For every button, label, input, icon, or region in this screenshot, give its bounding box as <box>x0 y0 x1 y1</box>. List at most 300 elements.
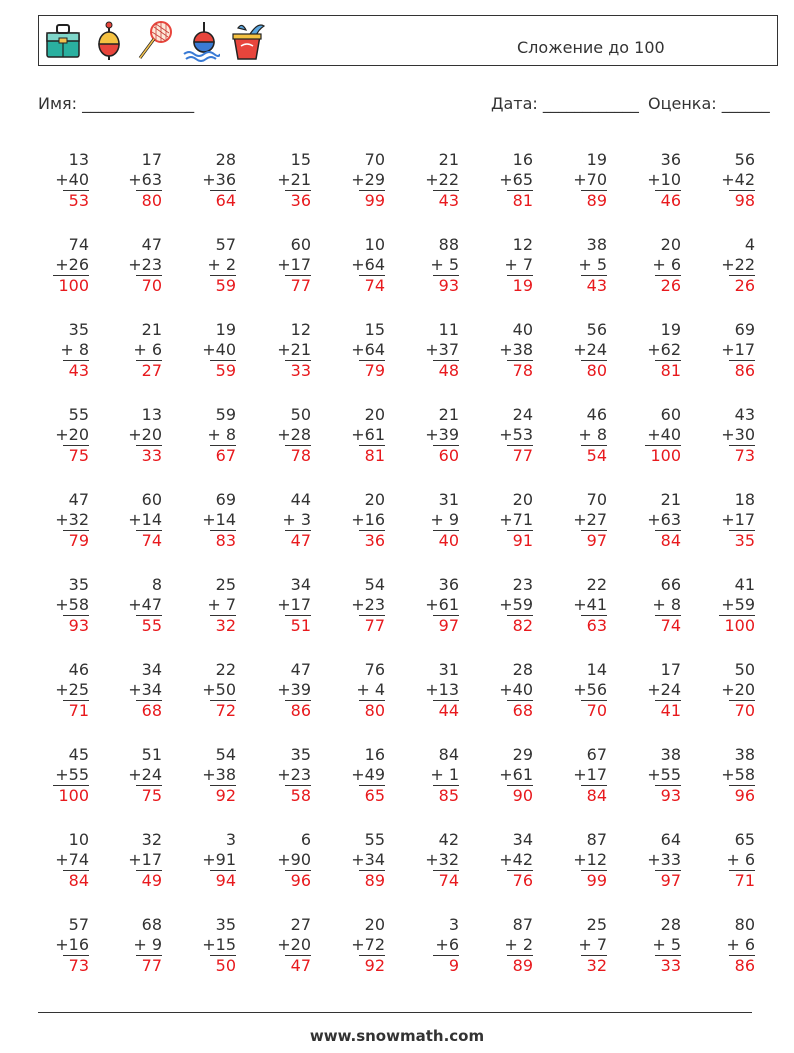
answer: 35 <box>729 530 755 551</box>
first-addend: 20 <box>512 490 533 509</box>
answer: 73 <box>729 445 755 466</box>
answer: 100 <box>719 615 755 636</box>
answer: 48 <box>433 360 459 381</box>
second-addend: +53 <box>499 425 533 444</box>
first-addend: 35 <box>68 320 89 339</box>
first-addend: 27 <box>290 915 311 934</box>
first-addend: 56 <box>734 150 755 169</box>
answer: 89 <box>581 190 607 211</box>
first-addend: 25 <box>215 575 236 594</box>
answer: 100 <box>53 785 89 806</box>
first-addend: 21 <box>141 320 162 339</box>
second-addend: + 8 <box>652 595 681 614</box>
second-addend: + 6 <box>133 340 162 359</box>
first-addend: 43 <box>734 405 755 424</box>
addition-problem <box>629 915 681 976</box>
header-icons <box>44 20 266 62</box>
addition-problem <box>37 745 89 806</box>
answer: 36 <box>359 530 385 551</box>
first-addend: 28 <box>215 150 236 169</box>
second-addend: +25 <box>55 680 89 699</box>
first-addend: 15 <box>364 320 385 339</box>
second-addend: + 6 <box>652 255 681 274</box>
first-addend: 20 <box>364 915 385 934</box>
first-addend: 59 <box>215 405 236 424</box>
addition-problem <box>555 915 607 976</box>
second-addend: + 7 <box>207 595 236 614</box>
second-addend: +20 <box>721 680 755 699</box>
second-addend: +21 <box>277 340 311 359</box>
addition-problem <box>407 660 459 721</box>
answer: 93 <box>655 785 681 806</box>
answer: 43 <box>581 275 607 296</box>
second-addend: + 5 <box>430 255 459 274</box>
answer: 43 <box>433 190 459 211</box>
first-addend: 31 <box>438 490 459 509</box>
second-addend: +17 <box>573 765 607 784</box>
addition-problem <box>37 830 89 891</box>
first-addend: 8 <box>151 575 162 594</box>
first-addend: 17 <box>660 660 681 679</box>
answer: 100 <box>645 445 681 466</box>
addition-problem <box>481 490 533 551</box>
first-addend: 21 <box>660 490 681 509</box>
second-addend: +42 <box>499 850 533 869</box>
addition-problem <box>259 745 311 806</box>
second-addend: +34 <box>128 680 162 699</box>
answer: 53 <box>63 190 89 211</box>
second-addend: + 2 <box>504 935 533 954</box>
answer: 97 <box>655 870 681 891</box>
addition-problem <box>629 575 681 636</box>
addition-problem <box>333 830 385 891</box>
addition-problem <box>555 575 607 636</box>
first-addend: 47 <box>141 235 162 254</box>
addition-problem <box>37 490 89 551</box>
first-addend: 74 <box>68 235 89 254</box>
answer: 32 <box>581 955 607 976</box>
second-addend: +39 <box>425 425 459 444</box>
addition-problem <box>703 320 755 381</box>
answer: 70 <box>136 275 162 296</box>
addition-problem <box>184 915 236 976</box>
addition-problem <box>333 915 385 976</box>
second-addend: +20 <box>277 935 311 954</box>
answer: 58 <box>285 785 311 806</box>
second-addend: +55 <box>55 765 89 784</box>
addition-problem <box>555 490 607 551</box>
first-addend: 14 <box>586 660 607 679</box>
second-addend: + 6 <box>726 935 755 954</box>
second-addend: +16 <box>55 935 89 954</box>
addition-problem <box>110 915 162 976</box>
addition-problem <box>407 830 459 891</box>
second-addend: +37 <box>425 340 459 359</box>
first-addend: 28 <box>660 915 681 934</box>
answer: 78 <box>507 360 533 381</box>
second-addend: + 1 <box>430 765 459 784</box>
answer: 75 <box>63 445 89 466</box>
first-addend: 45 <box>68 745 89 764</box>
second-addend: +59 <box>499 595 533 614</box>
addition-problem <box>703 235 755 296</box>
addition-problem <box>481 660 533 721</box>
answer: 49 <box>136 870 162 891</box>
first-addend: 10 <box>68 830 89 849</box>
addition-problem <box>407 235 459 296</box>
addition-problem <box>407 405 459 466</box>
first-addend: 65 <box>734 830 755 849</box>
answer: 19 <box>507 275 533 296</box>
first-addend: 40 <box>512 320 533 339</box>
first-addend: 12 <box>512 235 533 254</box>
first-addend: 21 <box>438 405 459 424</box>
answer: 70 <box>581 700 607 721</box>
addition-problem <box>110 575 162 636</box>
second-addend: + 7 <box>578 935 607 954</box>
first-addend: 32 <box>141 830 162 849</box>
second-addend: + 8 <box>578 425 607 444</box>
answer: 60 <box>433 445 459 466</box>
second-addend: +6 <box>435 935 459 954</box>
second-addend: +24 <box>128 765 162 784</box>
addition-problem <box>407 490 459 551</box>
addition-problem <box>407 745 459 806</box>
first-addend: 35 <box>215 915 236 934</box>
answer: 77 <box>136 955 162 976</box>
addition-problem <box>259 830 311 891</box>
addition-problem <box>629 745 681 806</box>
first-addend: 17 <box>141 150 162 169</box>
first-addend: 67 <box>586 745 607 764</box>
answer: 100 <box>53 275 89 296</box>
first-addend: 35 <box>290 745 311 764</box>
answer: 79 <box>63 530 89 551</box>
answer: 89 <box>507 955 533 976</box>
addition-problem <box>37 405 89 466</box>
addition-problem <box>481 915 533 976</box>
second-addend: +17 <box>721 340 755 359</box>
second-addend: +61 <box>351 425 385 444</box>
first-addend: 38 <box>660 745 681 764</box>
answer: 93 <box>63 615 89 636</box>
answer: 40 <box>433 530 459 551</box>
first-addend: 56 <box>586 320 607 339</box>
addition-problem <box>555 235 607 296</box>
first-addend: 3 <box>448 915 459 934</box>
answer: 73 <box>63 955 89 976</box>
answer: 81 <box>655 360 681 381</box>
worksheet-title: Сложение до 100 <box>517 38 665 57</box>
second-addend: +71 <box>499 510 533 529</box>
addition-problem <box>110 490 162 551</box>
answer: 51 <box>285 615 311 636</box>
second-addend: +23 <box>128 255 162 274</box>
answer: 94 <box>210 870 236 891</box>
second-addend: +61 <box>425 595 459 614</box>
fishing-float-icon <box>90 20 128 62</box>
addition-problem <box>555 150 607 211</box>
footer-divider <box>38 1012 752 1013</box>
addition-problem <box>481 745 533 806</box>
second-addend: +32 <box>55 510 89 529</box>
answer: 77 <box>285 275 311 296</box>
second-addend: +42 <box>721 170 755 189</box>
second-addend: +28 <box>277 425 311 444</box>
addition-problem <box>629 830 681 891</box>
addition-problem <box>110 405 162 466</box>
addition-problem <box>703 575 755 636</box>
first-addend: 6 <box>300 830 311 849</box>
answer: 36 <box>285 190 311 211</box>
second-addend: +32 <box>425 850 459 869</box>
answer: 80 <box>359 700 385 721</box>
addition-problem <box>37 915 89 976</box>
first-addend: 28 <box>512 660 533 679</box>
second-addend: + 8 <box>207 425 236 444</box>
first-addend: 68 <box>141 915 162 934</box>
second-addend: +39 <box>277 680 311 699</box>
first-addend: 18 <box>734 490 755 509</box>
addition-problem <box>703 490 755 551</box>
second-addend: +50 <box>202 680 236 699</box>
second-addend: +24 <box>573 340 607 359</box>
second-addend: +15 <box>202 935 236 954</box>
second-addend: +34 <box>351 850 385 869</box>
first-addend: 46 <box>586 405 607 424</box>
first-addend: 25 <box>586 915 607 934</box>
answer: 26 <box>655 275 681 296</box>
addition-problem <box>555 660 607 721</box>
second-addend: +62 <box>647 340 681 359</box>
second-addend: + 9 <box>133 935 162 954</box>
second-addend: +63 <box>128 170 162 189</box>
second-addend: +38 <box>499 340 533 359</box>
addition-problem <box>481 320 533 381</box>
answer: 47 <box>285 530 311 551</box>
first-addend: 35 <box>68 575 89 594</box>
addition-problem <box>259 320 311 381</box>
answer: 70 <box>729 700 755 721</box>
first-addend: 36 <box>438 575 459 594</box>
answer: 54 <box>581 445 607 466</box>
addition-problem <box>259 235 311 296</box>
first-addend: 70 <box>364 150 385 169</box>
answer: 46 <box>655 190 681 211</box>
addition-problem <box>184 575 236 636</box>
header-box <box>38 15 778 66</box>
first-addend: 16 <box>512 150 533 169</box>
addition-problem <box>259 660 311 721</box>
second-addend: +40 <box>647 425 681 444</box>
first-addend: 55 <box>364 830 385 849</box>
answer: 99 <box>581 870 607 891</box>
first-addend: 87 <box>512 915 533 934</box>
name-field: Имя: ______________ <box>38 94 195 113</box>
first-addend: 88 <box>438 235 459 254</box>
first-addend: 19 <box>586 150 607 169</box>
answer: 71 <box>63 700 89 721</box>
answer: 99 <box>359 190 385 211</box>
answer: 75 <box>136 785 162 806</box>
addition-problem <box>481 575 533 636</box>
addition-problem <box>37 575 89 636</box>
answer: 33 <box>285 360 311 381</box>
second-addend: +59 <box>721 595 755 614</box>
first-addend: 84 <box>438 745 459 764</box>
first-addend: 69 <box>734 320 755 339</box>
second-addend: +20 <box>128 425 162 444</box>
first-addend: 57 <box>68 915 89 934</box>
first-addend: 50 <box>290 405 311 424</box>
answer: 85 <box>433 785 459 806</box>
second-addend: +29 <box>351 170 385 189</box>
first-addend: 12 <box>290 320 311 339</box>
addition-problem <box>110 320 162 381</box>
first-addend: 13 <box>68 150 89 169</box>
addition-problem <box>37 150 89 211</box>
second-addend: +14 <box>128 510 162 529</box>
addition-problem <box>407 915 459 976</box>
answer: 89 <box>359 870 385 891</box>
second-addend: +41 <box>573 595 607 614</box>
second-addend: +17 <box>277 595 311 614</box>
answer: 9 <box>433 955 459 976</box>
answer: 83 <box>210 530 236 551</box>
answer: 81 <box>359 445 385 466</box>
second-addend: +40 <box>499 680 533 699</box>
addition-problem <box>407 150 459 211</box>
first-addend: 66 <box>660 575 681 594</box>
addition-problem <box>37 320 89 381</box>
answer: 74 <box>136 530 162 551</box>
addition-problem <box>110 830 162 891</box>
second-addend: +12 <box>573 850 607 869</box>
first-addend: 69 <box>215 490 236 509</box>
first-addend: 13 <box>141 405 162 424</box>
second-addend: +65 <box>499 170 533 189</box>
answer: 59 <box>210 275 236 296</box>
first-addend: 20 <box>364 490 385 509</box>
first-addend: 87 <box>586 830 607 849</box>
addition-problem <box>481 830 533 891</box>
second-addend: +22 <box>425 170 459 189</box>
second-addend: +22 <box>721 255 755 274</box>
first-addend: 64 <box>660 830 681 849</box>
answer: 55 <box>136 615 162 636</box>
answer: 26 <box>729 275 755 296</box>
first-addend: 22 <box>586 575 607 594</box>
first-addend: 34 <box>512 830 533 849</box>
second-addend: +17 <box>277 255 311 274</box>
second-addend: + 4 <box>356 680 385 699</box>
second-addend: +27 <box>573 510 607 529</box>
second-addend: +23 <box>351 595 385 614</box>
second-addend: +14 <box>202 510 236 529</box>
addition-problem <box>184 490 236 551</box>
first-addend: 38 <box>734 745 755 764</box>
addition-problem <box>184 660 236 721</box>
second-addend: +72 <box>351 935 385 954</box>
second-addend: +40 <box>55 170 89 189</box>
first-addend: 41 <box>734 575 755 594</box>
second-addend: + 5 <box>652 935 681 954</box>
first-addend: 36 <box>660 150 681 169</box>
first-addend: 70 <box>586 490 607 509</box>
second-addend: +38 <box>202 765 236 784</box>
first-addend: 44 <box>290 490 311 509</box>
date-field: Дата: ____________ <box>491 94 639 113</box>
first-addend: 76 <box>364 660 385 679</box>
answer: 32 <box>210 615 236 636</box>
answer: 77 <box>507 445 533 466</box>
second-addend: +21 <box>277 170 311 189</box>
addition-problem <box>703 745 755 806</box>
answer: 92 <box>359 955 385 976</box>
first-addend: 21 <box>438 150 459 169</box>
answer: 59 <box>210 360 236 381</box>
answer: 41 <box>655 700 681 721</box>
addition-problem <box>110 235 162 296</box>
addition-problem <box>555 320 607 381</box>
second-addend: +24 <box>647 680 681 699</box>
second-addend: +64 <box>351 340 385 359</box>
first-addend: 60 <box>660 405 681 424</box>
second-addend: +47 <box>128 595 162 614</box>
first-addend: 4 <box>744 235 755 254</box>
addition-problem <box>629 660 681 721</box>
addition-problem <box>703 150 755 211</box>
second-addend: +63 <box>647 510 681 529</box>
first-addend: 54 <box>364 575 385 594</box>
second-addend: +49 <box>351 765 385 784</box>
second-addend: +70 <box>573 170 607 189</box>
first-addend: 24 <box>512 405 533 424</box>
addition-problem <box>703 915 755 976</box>
answer: 91 <box>507 530 533 551</box>
addition-problem <box>110 660 162 721</box>
answer: 97 <box>433 615 459 636</box>
first-addend: 10 <box>364 235 385 254</box>
answer: 96 <box>285 870 311 891</box>
answer: 74 <box>433 870 459 891</box>
answer: 86 <box>285 700 311 721</box>
second-addend: + 5 <box>578 255 607 274</box>
second-addend: + 7 <box>504 255 533 274</box>
second-addend: +36 <box>202 170 236 189</box>
second-addend: + 9 <box>430 510 459 529</box>
answer: 50 <box>210 955 236 976</box>
tackle-box-icon <box>44 20 82 62</box>
addition-problem <box>259 150 311 211</box>
answer: 84 <box>63 870 89 891</box>
addition-problem <box>629 150 681 211</box>
addition-problem <box>629 405 681 466</box>
answer: 80 <box>136 190 162 211</box>
first-addend: 60 <box>141 490 162 509</box>
first-addend: 34 <box>141 660 162 679</box>
first-addend: 55 <box>68 405 89 424</box>
answer: 65 <box>359 785 385 806</box>
first-addend: 20 <box>660 235 681 254</box>
first-addend: 11 <box>438 320 459 339</box>
first-addend: 31 <box>438 660 459 679</box>
addition-problem <box>259 405 311 466</box>
first-addend: 22 <box>215 660 236 679</box>
answer: 47 <box>285 955 311 976</box>
fishing-net-icon <box>136 20 174 62</box>
addition-problem <box>703 405 755 466</box>
